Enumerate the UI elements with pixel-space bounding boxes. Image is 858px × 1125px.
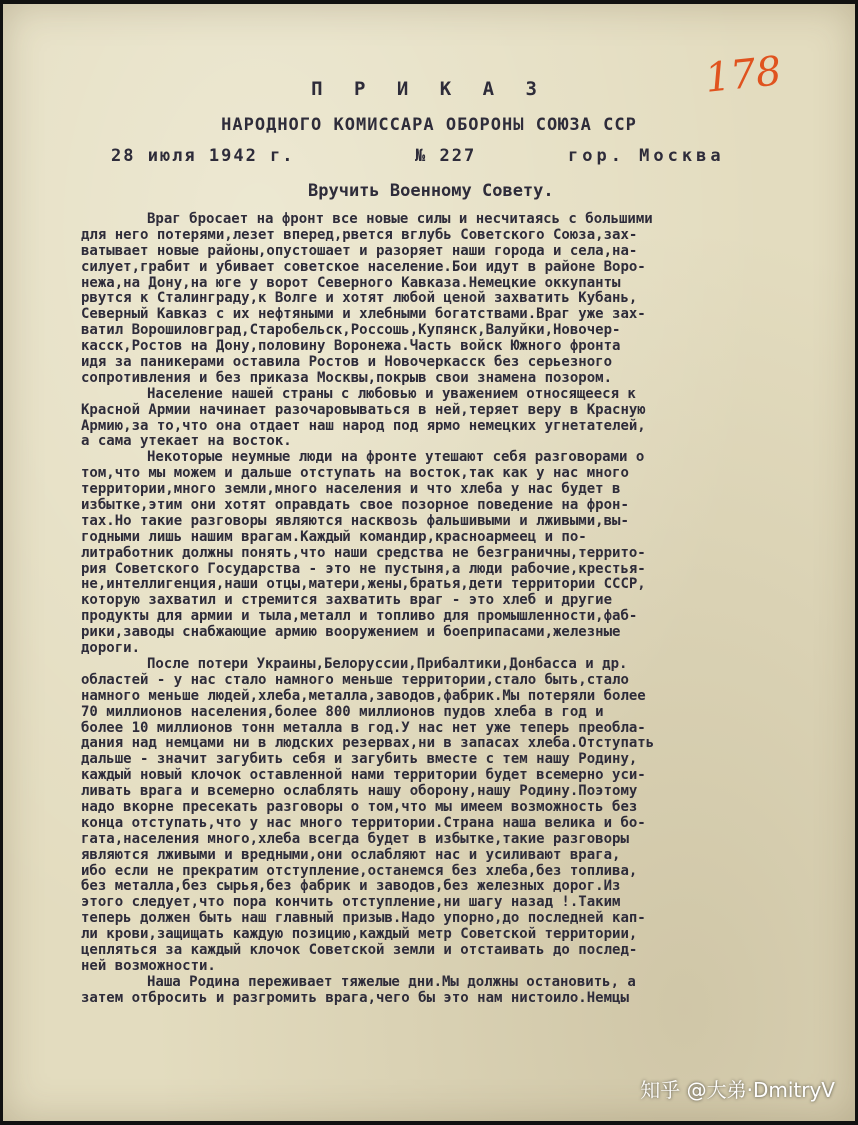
text-line: идя за паникерами оставила Ростов и Новочеркасск без серьезного: [81, 354, 613, 371]
document-body: [81, 212, 819, 1007]
text-line: без металла,без сырья,без фабрик и заводов,без железных дорог.Из: [81, 878, 621, 895]
text-line: годными лишь нашим врагам.Каждый командир,красноармеец и по-: [81, 528, 587, 545]
text-line: не,интеллигенция,наши отцы,матери,жены,братья,дети территории СССР,: [81, 576, 646, 593]
text-line: ватил Ворошиловград,Старобельск,Россошь,Купянск,Валуйки,Новочер-: [81, 322, 621, 339]
text-line: продукты для армии и тыла,металл и топливо для промышленности,фаб-: [81, 608, 638, 625]
text-line: избытке,этим они хотят оправдать свое позорное поведение на фрон-: [81, 497, 629, 514]
text-line: нежа,на Дону,на юге у ворот Северного Кавказа.Немецкие оккупанты: [81, 274, 621, 291]
text-line: этого следует,что пора кончить отступление,ни шагу назад !.Таким: [81, 894, 621, 911]
text-line: Северный Кавказ с их нефтяными и хлебными богатствами.Враг уже зах-: [81, 306, 646, 323]
document-subtitle: НАРОДНОГО КОМИССАРА ОБОРОНЫ СОЮЗА ССР: [221, 115, 637, 135]
text-line: дороги.: [81, 640, 141, 657]
text-line: намного меньше людей,хлеба,металла,заводов,фабрик.Мы потеряли более: [81, 687, 646, 704]
text-line: а сама утекает на восток.: [81, 433, 292, 450]
text-line: теперь должен быть наш главный призыв.Надо упорно,до последней кап-: [81, 910, 646, 927]
text-line: Некоторые неумные люди на фронте утешают себя разговорами о: [147, 449, 645, 466]
document-place: гор. Москва: [568, 146, 725, 166]
document-routing: Вручить Военному Совету.: [308, 181, 554, 201]
text-line: рики,заводы снабжающие армию вооружением и боеприпасами,железные: [81, 624, 621, 641]
text-line: цепляться за каждый клочок Советской земли и отстаивать до послед-: [81, 941, 638, 958]
text-line: ливать врага и всемерно ослаблять нашу оборону,нашу Родину.Поэтому: [81, 783, 638, 800]
text-line: надо вкорне пресекать разговоры о том,что мы имеем возможность без: [81, 798, 638, 815]
text-line: гата,населения много,хлеба всегда будет в избытке,такие разговоры: [81, 830, 629, 847]
text-line: ли крови,защищать каждую позицию,каждый метр Советской территории,: [81, 926, 638, 943]
text-line: Наша Родина переживает тяжелые дни.Мы должны остановить, а: [147, 973, 636, 990]
text-line: ибо если не прекратим отступление,останемся без хлеба,без топлива,: [81, 862, 638, 879]
text-line: областей - у нас стало намного меньше территории,стало быть,стало: [81, 671, 629, 688]
text-line: силует,грабит и убивает советское население.Бои идут в районе Воро-: [81, 258, 646, 275]
text-line: литработник должны понять,что наши средства не безграничны,террито-: [81, 544, 646, 561]
text-line: 70 миллионов населения,более 800 миллионов пудов хлеба в год и: [81, 703, 604, 720]
document-page: [3, 4, 855, 1121]
text-line: для него потерями,лезет вперед,рвется вглубь Советского Союза,зах-: [81, 226, 638, 243]
text-line: рвутся к Сталинграду,к Волге и хотят любой ценой захватить Кубань,: [81, 290, 638, 307]
text-line: каждый новый клочок оставленной нами территории будет всемерно уси-: [81, 767, 646, 784]
text-line: Население нашей страны с любовью и уважением относящееся к: [147, 385, 636, 402]
handwritten-page-number: 178: [702, 48, 784, 102]
text-line: конца отступать,что у нас много территории.Страна наша велика и бо-: [81, 814, 646, 831]
text-line: ней возможности.: [81, 957, 216, 974]
text-line: дальше - значит загубить себя и загубить вместе с тем нашу Родину,: [81, 751, 638, 768]
text-line: касск,Ростов на Дону,половину Воронежа.Часть войск Южного фронта: [81, 338, 621, 355]
text-line: являются лживыми и вредными,они ослабляют нас и усиливают врага,: [81, 846, 621, 863]
text-line: ватывает новые районы,опустошает и разоряет наши города и села,на-: [81, 242, 638, 259]
document-date: 28 июля 1942 г.: [111, 146, 295, 166]
document-title: П Р И К А З: [311, 78, 547, 100]
text-line: рия Советского Государства - это не пустыня,а люди рабочие,крестья-: [81, 560, 646, 577]
text-line: которую захватил и стремится захватить враг - это хлеб и другие: [81, 592, 613, 609]
text-line: территории,много земли,много населения и что хлеба у нас будет в: [81, 481, 621, 498]
text-line: более 10 миллионов тонн металла в год.У нас нет уже теперь преобла-: [81, 719, 646, 736]
text-line: Армию,за то,что она отдает наш народ под ярмо немецких угнетателей,: [81, 417, 646, 434]
text-line: Враг бросает на фронт все новые силы и несчитаясь с большими: [147, 211, 653, 227]
watermark: 知乎 @大弟·DmitryV: [640, 1078, 835, 1102]
document-number: № 227: [415, 146, 477, 166]
text-line: сопротивления и без приказа Москвы,покрыв свои знамена позором.: [81, 369, 613, 386]
text-line: тах.Но такие разговоры являются насквозь фальшивыми и лживыми,вы-: [81, 512, 629, 529]
text-line: дания над немцами ни в людских резервах,ни в запасах хлеба.Отступать: [81, 735, 655, 752]
text-line: том,что мы можем и дальше отступать на восток,так как у нас много: [81, 465, 629, 482]
text-line: затем отбросить и разгромить врага,чего бы это нам нистоило.Немцы: [81, 989, 629, 1006]
text-line: Красной Армии начинает разочаровываться в ней,теряет веру в Красную: [81, 401, 646, 418]
text-line: После потери Украины,Белоруссии,Прибалтики,Донбасса и др.: [147, 655, 628, 672]
